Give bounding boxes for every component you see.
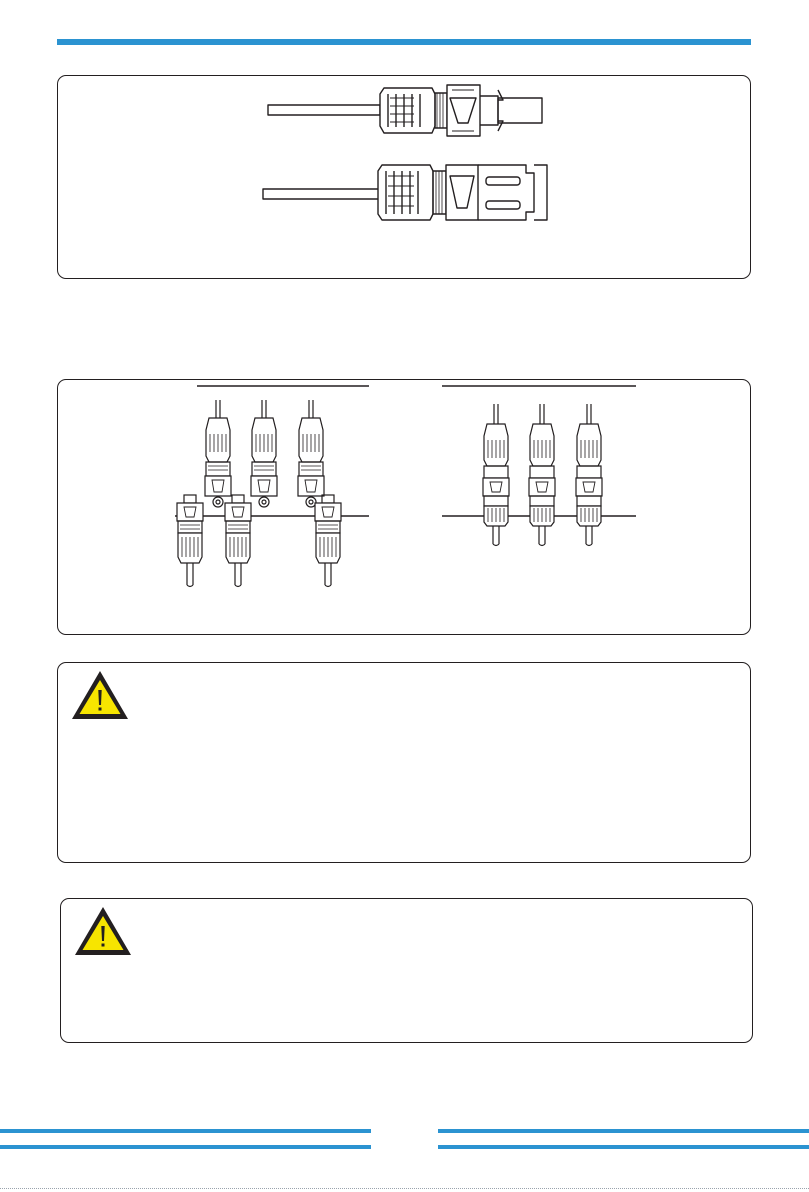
joined-connector-1	[483, 404, 509, 546]
footer-rule-right-bottom	[438, 1145, 809, 1149]
male-connector	[268, 85, 542, 136]
footer-rule-right-top	[438, 1129, 809, 1133]
connector-top-1	[205, 400, 231, 507]
footer-rule-left-bottom	[0, 1145, 371, 1149]
connector-top-3	[298, 400, 324, 507]
warning-triangle-icon	[70, 669, 130, 721]
warning-box-1	[57, 662, 751, 863]
warning-box-2	[60, 898, 753, 1043]
connector-figure-panel	[57, 75, 751, 279]
connector-bottom-1	[177, 495, 203, 587]
connector-top-2	[251, 400, 277, 507]
connector-bottom-3	[315, 495, 341, 587]
installation-figure	[58, 380, 752, 636]
joined-connector-3	[576, 404, 602, 546]
female-connector	[263, 165, 547, 220]
after-install-group	[442, 386, 636, 546]
before-install-group	[175, 386, 369, 587]
connector-bottom-2	[225, 495, 251, 587]
page-edge-dotted-line	[0, 1188, 809, 1189]
header-rule	[57, 39, 751, 45]
connector-figure	[58, 76, 752, 280]
joined-connector-2	[529, 404, 555, 546]
warning-triangle-icon	[73, 905, 133, 957]
installation-figure-panel	[57, 379, 751, 635]
footer-rule-left-top	[0, 1129, 371, 1133]
